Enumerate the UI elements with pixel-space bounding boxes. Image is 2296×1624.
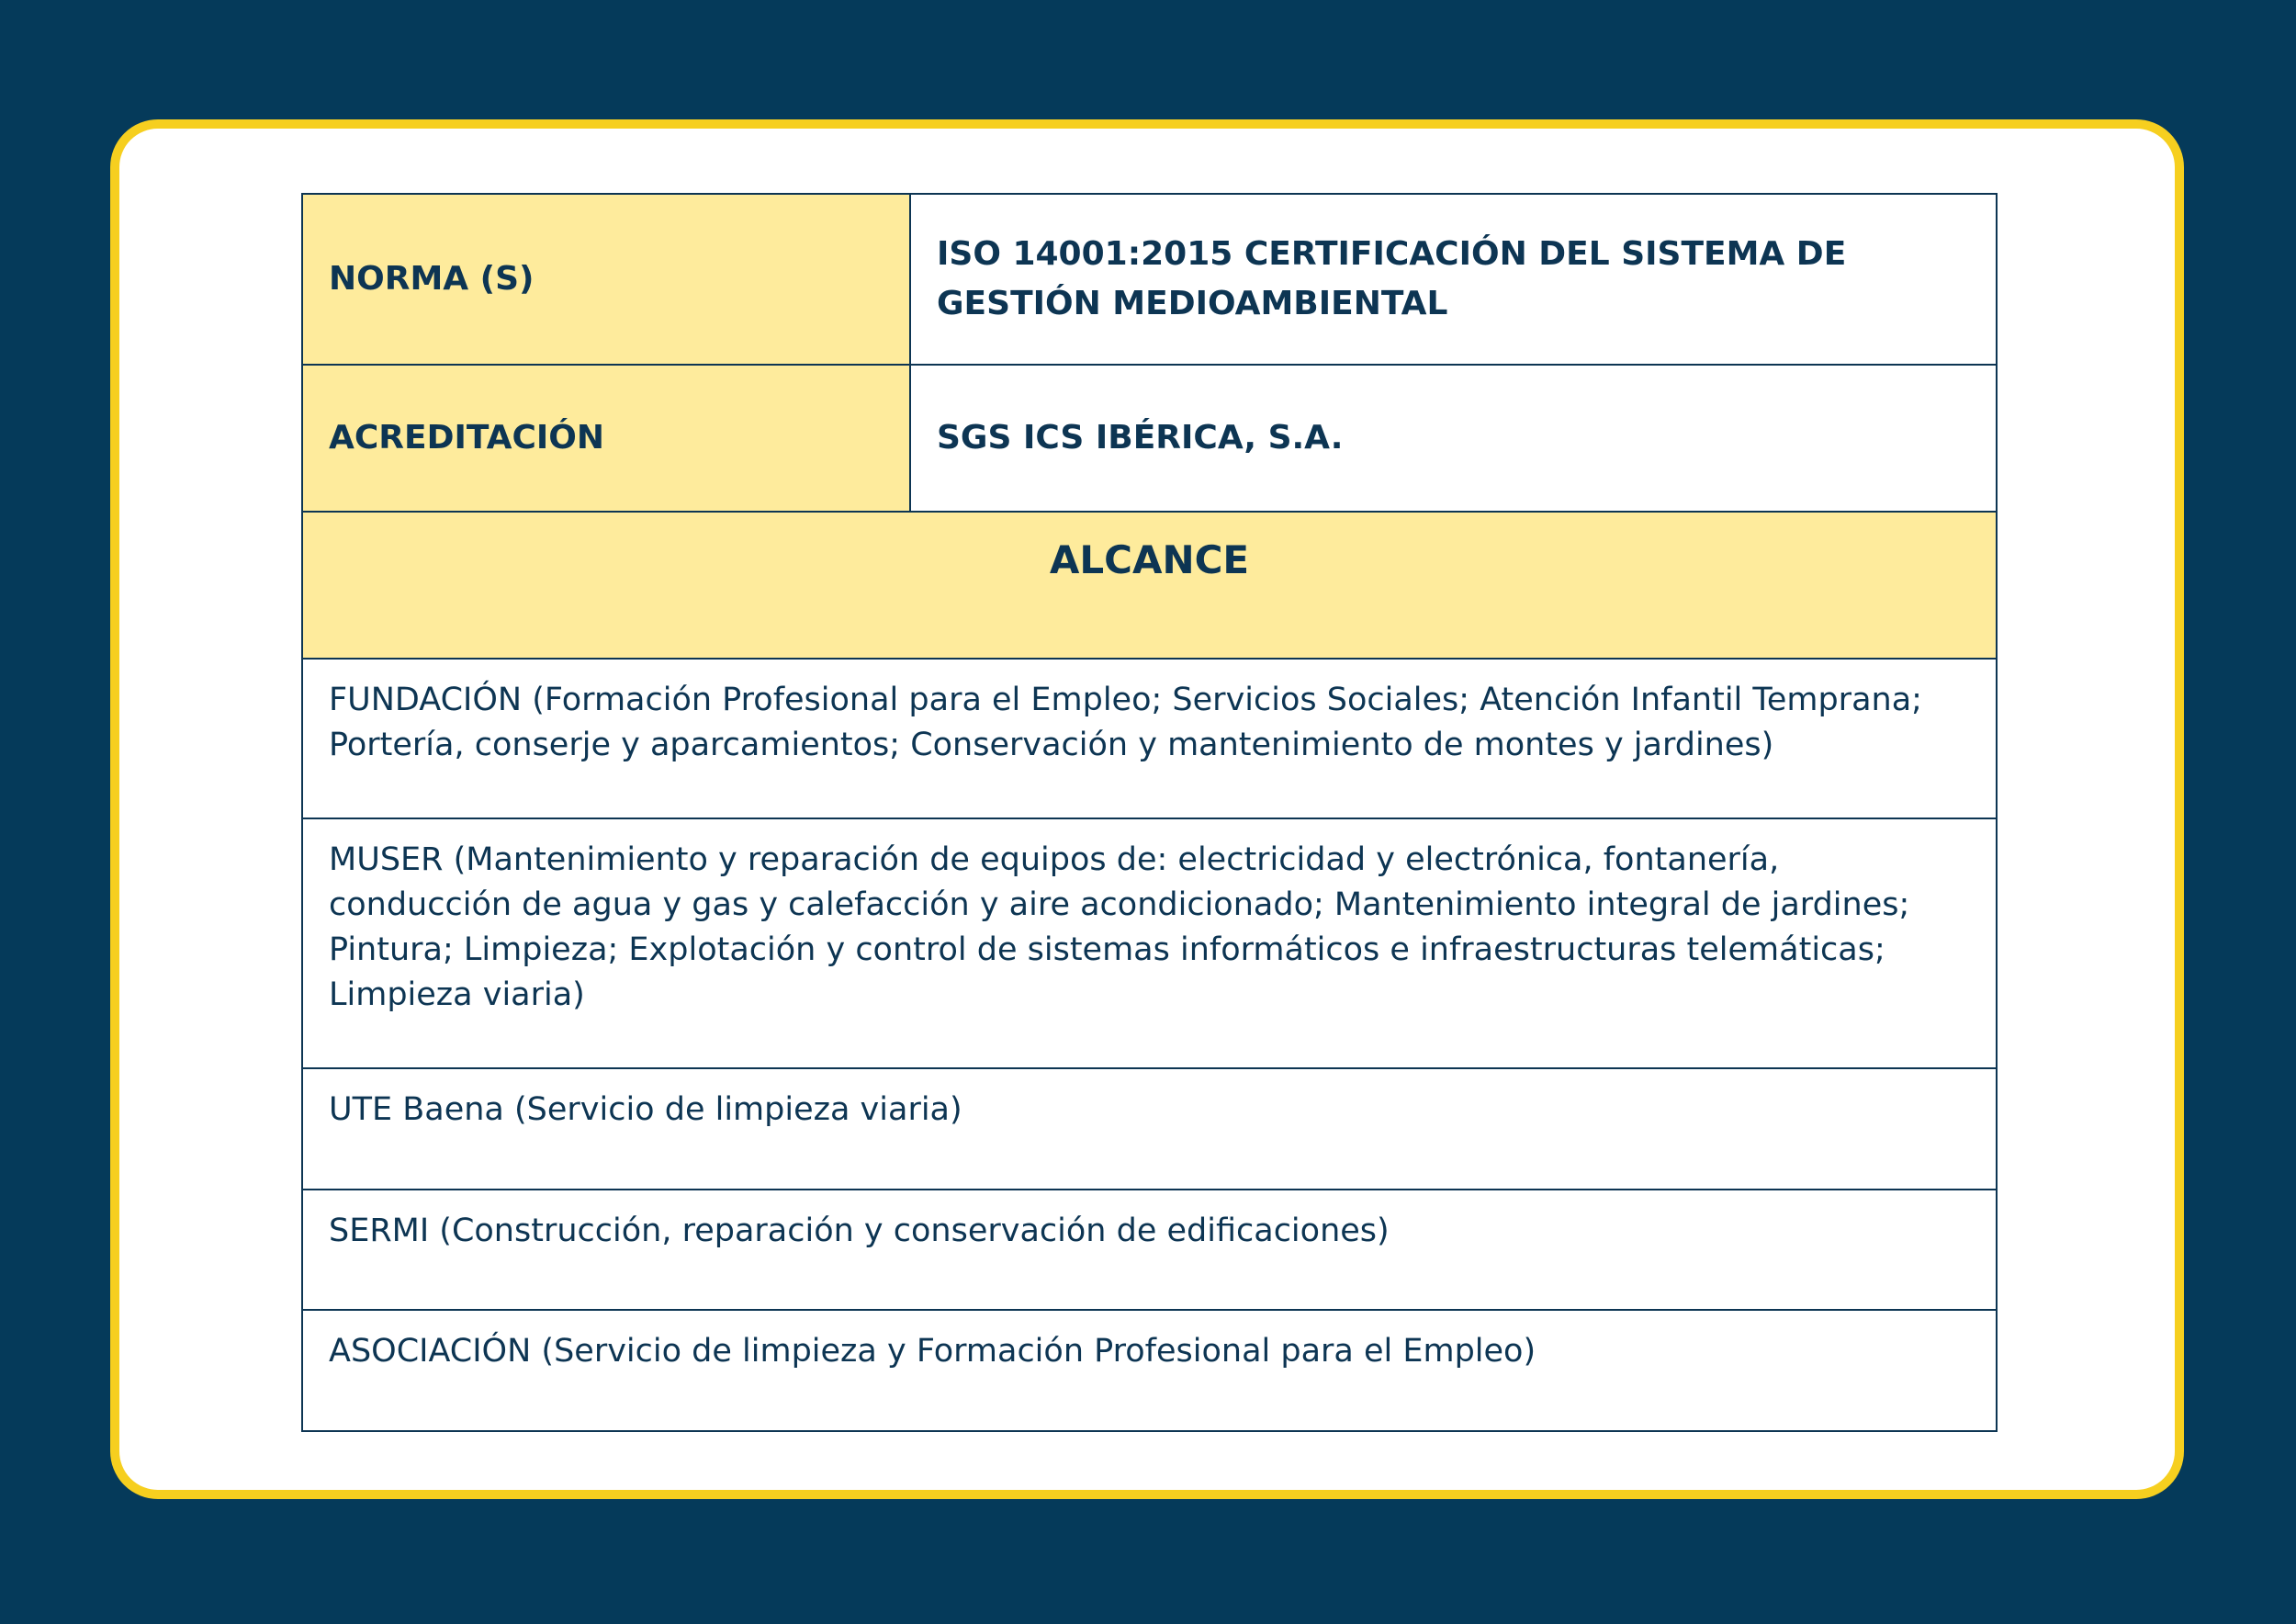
- table-row-norma: [302, 194, 1997, 365]
- table-row: [302, 1310, 1997, 1431]
- alcance-heading: ALCANCE: [302, 512, 1997, 659]
- table-row: [302, 818, 1997, 1068]
- norma-label: NORMA (S): [302, 194, 910, 365]
- norma-value: ISO 14001:2015 CERTIFICACIÓN DEL SISTEMA DE GESTIÓN MEDIOAMBIENTAL: [910, 194, 1997, 365]
- table-row: [302, 1190, 1997, 1310]
- scope-item-fundacion: FUNDACIÓN (Formación Profesional para el Empleo; Servicios Sociales; Atención Infantil Temprana; Portería, conserje y aparcamientos; Conservación y mantenimiento de montes y jardines): [302, 659, 1997, 818]
- table-row: [302, 1068, 1997, 1190]
- certification-table: [301, 193, 1998, 1432]
- table-row-alcance-heading: [302, 512, 1997, 659]
- table-row-acreditacion: [302, 365, 1997, 512]
- table-row: [302, 659, 1997, 818]
- scope-item-asociacion: ASOCIACIÓN (Servicio de limpieza y Formación Profesional para el Empleo): [302, 1310, 1997, 1431]
- acreditacion-label: ACREDITACIÓN: [302, 365, 910, 512]
- scope-item-ute-baena: UTE Baena (Servicio de limpieza viaria): [302, 1068, 1997, 1190]
- acreditacion-value: SGS ICS IBÉRICA, S.A.: [910, 365, 1997, 512]
- scope-item-muser: MUSER (Mantenimiento y reparación de equipos de: electricidad y electrónica, fontanería, conducción de agua y gas y calefacción y aire acondicionado; Mantenimiento integral de jardines; Pintura; Limpieza; Explotación y control de sistemas informáticos e infraestructuras telemáticas; Limpieza viaria): [302, 818, 1997, 1068]
- scope-item-sermi: SERMI (Construcción, reparación y conservación de edificaciones): [302, 1190, 1997, 1310]
